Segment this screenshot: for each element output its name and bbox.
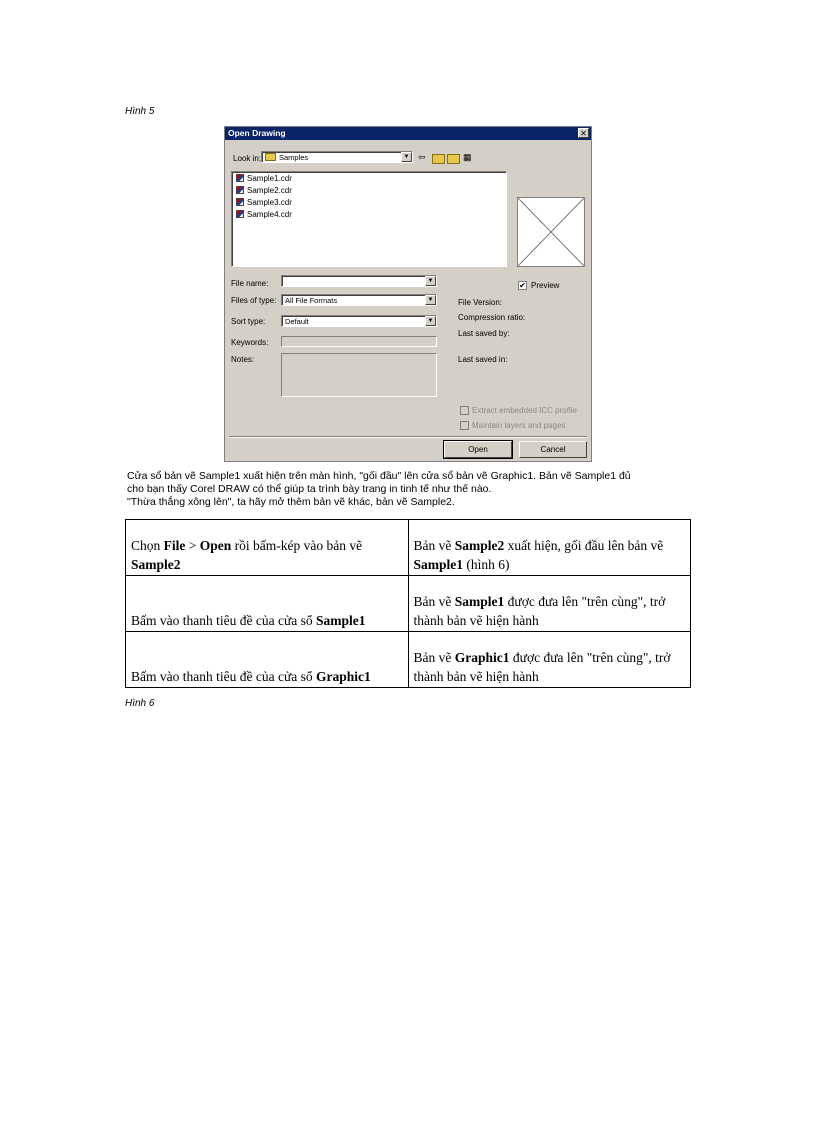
table-row [126,520,691,576]
file-item[interactable]: Sample4.cdr [236,210,292,219]
table-row [126,632,691,688]
paragraph-line: "Thừa thắng xông lên", ta hãy mở thêm bản vẽ khác, bản vẽ Sample2. [127,496,455,508]
up-folder-icon[interactable] [432,154,445,164]
notes-field [281,353,437,397]
last-saved-in-label: Last saved in: [458,355,508,364]
cdr-file-icon [236,186,244,194]
preview-checkbox[interactable]: ✔ [519,281,526,290]
cdr-file-icon [236,210,244,218]
figure-5-caption: Hình 5 [125,106,155,117]
back-icon[interactable]: ⇦ [418,152,426,162]
cancel-button[interactable]: Cancel [519,441,587,458]
chevron-down-icon[interactable]: ▼ [425,295,436,305]
cdr-file-icon [236,198,244,206]
extract-icc-label: Extract embedded ICC profile [472,406,577,415]
file-item[interactable]: Sample3.cdr [236,198,292,207]
keywords-label: Keywords: [231,338,269,347]
look-in-value: Samples [265,153,308,162]
dialog-divider [229,436,587,438]
view-menu-icon[interactable]: ▦ [463,152,472,162]
file-name-label: File name: [231,279,269,288]
look-in-label: Look in: [233,154,262,163]
file-item[interactable]: Sample2.cdr [236,186,292,195]
preview-pane [517,197,585,267]
steps-table [125,519,691,688]
paragraph-line: cho bạn thấy Corel DRAW có thể giúp ta trình bày trang in tinh tế như thế nào. [127,483,492,495]
table-cell-result: Bản vẽ Graphic1 được đưa lên "trên cùng", trở thành bản vẽ hiện hành [408,632,691,688]
extract-icc-checkbox [460,406,469,415]
compression-ratio-label: Compression ratio: [458,313,526,322]
chevron-down-icon[interactable]: ▼ [425,316,436,326]
file-version-label: File Version: [458,298,503,307]
folder-icon [265,153,276,161]
new-folder-icon[interactable] [447,154,460,164]
keywords-field [281,336,437,347]
cdr-file-icon [236,174,244,182]
figure-6-caption: Hình 6 [125,698,155,709]
open-button[interactable]: Open [444,441,512,458]
table-cell-action: Chọn File > Open rồi bấm-kép vào bản vẽ Sample2 [126,520,409,576]
sort-type-label: Sort type: [231,317,266,326]
table-row [126,576,691,632]
look-in-select[interactable] [261,151,413,163]
close-icon[interactable]: ✕ [578,128,589,138]
file-list[interactable] [231,171,507,267]
sort-type-select[interactable]: Default ▼ [281,315,437,327]
maintain-layers-checkbox [460,421,469,430]
notes-label: Notes: [231,355,255,364]
table-cell-result: Bản vẽ Sample2 xuất hiện, gối đầu lên bản vẽ Sample1 (hình 6) [408,520,691,576]
dialog-titlebar[interactable] [225,127,591,140]
open-drawing-dialog [224,126,592,462]
dialog-title: Open Drawing [228,128,286,138]
files-of-type-label: Files of type: [231,296,277,305]
table-cell-action: Bấm vào thanh tiêu đề của cửa sổ Graphic1 [126,632,409,688]
empty-preview-icon [518,198,584,266]
files-of-type-select[interactable]: All File Formats ▼ [281,294,437,306]
file-name-input[interactable] [281,275,437,287]
last-saved-by-label: Last saved by: [458,329,510,338]
body-paragraph [127,470,687,509]
table-cell-action: Bấm vào thanh tiêu đề của cửa sổ Sample1 [126,576,409,632]
paragraph-line: Cửa sổ bản vẽ Sample1 xuất hiện trên màn hình, "gối đầu" lên cửa sổ bản vẽ Graphic1. Bản vẽ Sample1 đủ [127,470,631,482]
maintain-layers-label: Maintain layers and pages [472,421,566,430]
table-cell-result: Bản vẽ Sample1 được đưa lên "trên cùng", trở thành bản vẽ hiện hành [408,576,691,632]
preview-label: Preview [531,281,560,290]
chevron-down-icon[interactable]: ▼ [401,152,412,162]
chevron-down-icon[interactable]: ▼ [425,276,436,286]
file-item[interactable]: Sample1.cdr [236,174,292,183]
